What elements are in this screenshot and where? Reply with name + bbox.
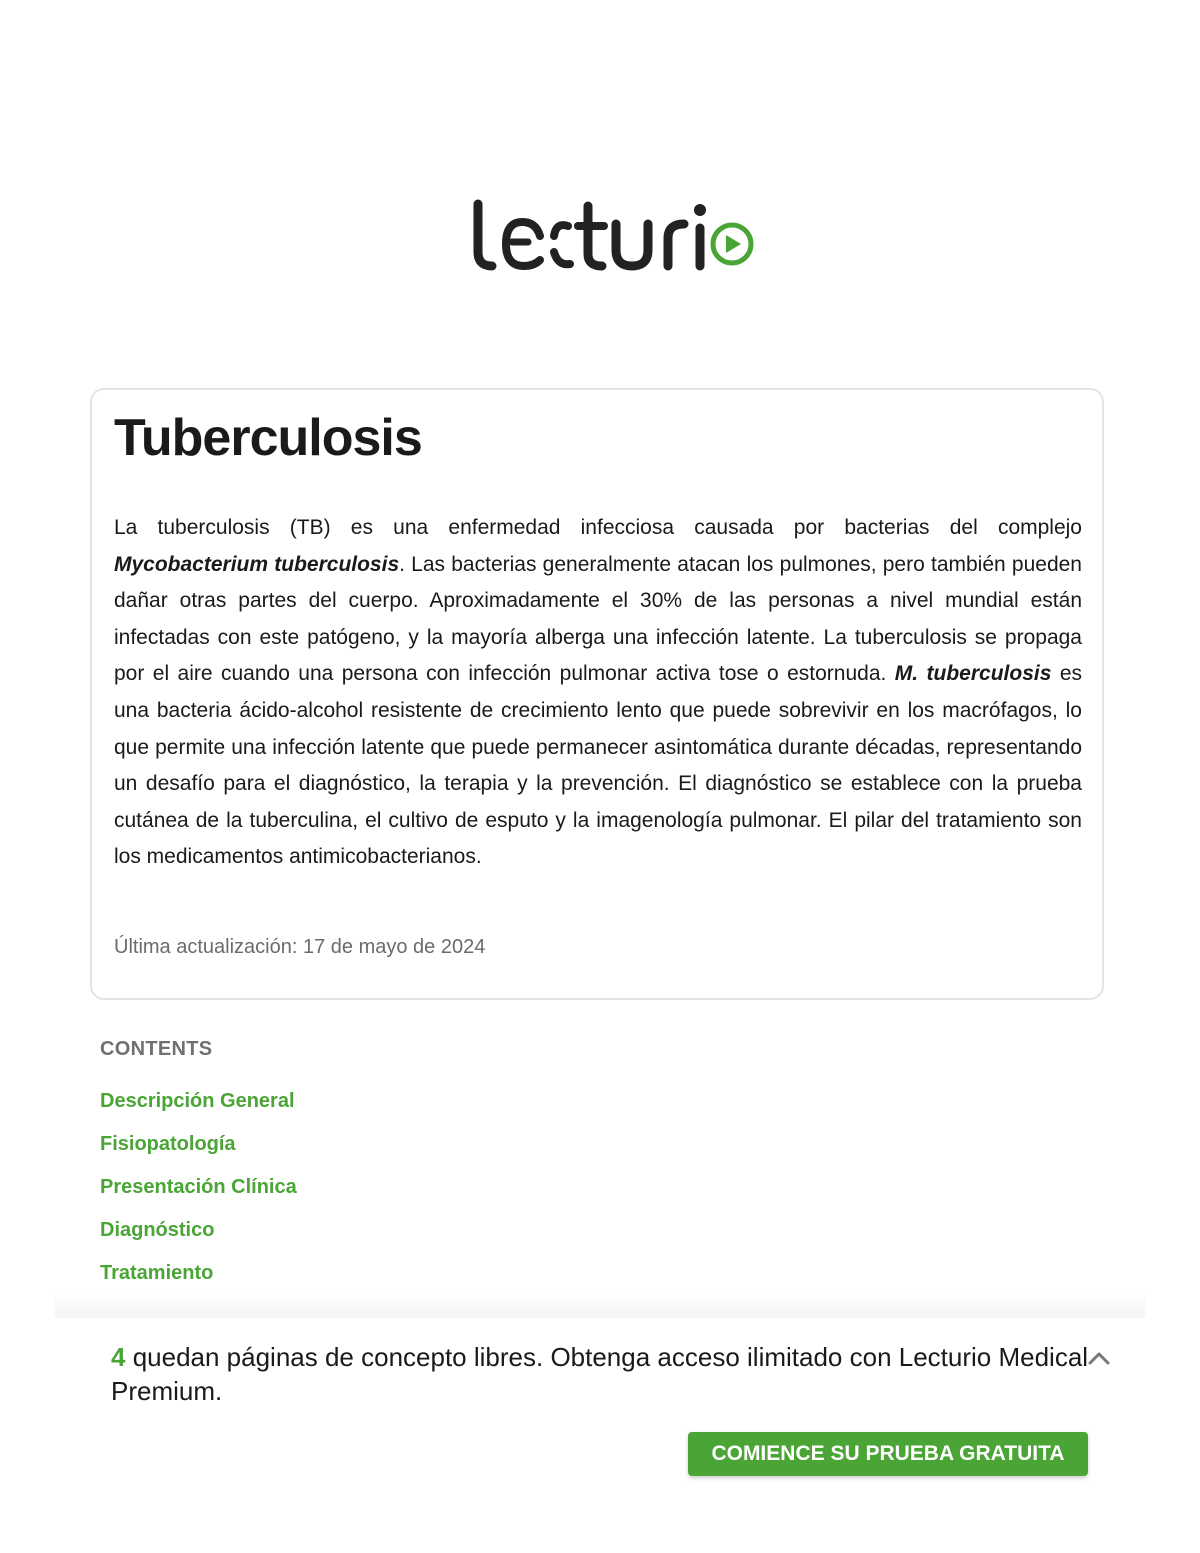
contents-heading: CONTENTS bbox=[100, 1038, 213, 1060]
article-description bbox=[114, 510, 1082, 876]
banner-message-text: quedan páginas de concepto libres. Obtenga acceso ilimitado con Lecturio Medical Premium. bbox=[111, 1342, 1089, 1406]
toc-item bbox=[100, 1133, 297, 1176]
organism-name: Mycobacterium tuberculosis bbox=[114, 552, 400, 576]
article-card bbox=[90, 388, 1104, 1000]
toc-link-fisiopatologia[interactable]: Fisiopatología bbox=[100, 1133, 236, 1155]
content-fade-overlay bbox=[54, 1290, 1146, 1320]
description-text: es una bacteria ácido-alcohol resistente de crecimiento lento que puede sobrevivir en los macrófagos, lo que permite una infección latente que puede permanecer asintomática durante décadas, representando un desafío para el diagnóstico, la terapia y la prevención. El diagnóstico se establece con la prueba cutánea de la tuberculina, el cultivo de esputo y la imagenología pulmonar. El pilar del tratamiento son los medicamentos antimicobacterianos. bbox=[114, 662, 1083, 869]
table-of-contents bbox=[100, 1090, 297, 1305]
toc-link-presentacion-clinica[interactable]: Presentación Clínica bbox=[100, 1176, 297, 1198]
toc-link-diagnostico[interactable]: Diagnóstico bbox=[100, 1219, 215, 1241]
toc-item bbox=[100, 1219, 297, 1262]
toc-link-tratamiento[interactable]: Tratamiento bbox=[100, 1262, 214, 1284]
description-text: La tuberculosis (TB) es una enfermedad infecciosa causada por bacterias del complejo bbox=[114, 516, 1082, 539]
premium-banner bbox=[54, 1318, 1146, 1553]
lecturio-logo bbox=[470, 196, 760, 276]
last-updated: Última actualización: 17 de mayo de 2024 bbox=[114, 936, 486, 958]
banner-message bbox=[111, 1340, 1091, 1408]
toc-item bbox=[100, 1176, 297, 1219]
free-pages-count: 4 bbox=[111, 1342, 126, 1372]
chevron-up-icon[interactable] bbox=[1086, 1348, 1112, 1368]
toc-link-descripcion-general[interactable]: Descripción General bbox=[100, 1090, 295, 1112]
description-text: . Las bacterias generalmente atacan los pulmones, pero también pueden dañar otras partes del cuerpo. Aproximadamente el 30% de las personas a nivel mundial están infectadas con este patógeno, y la mayoría alberga una infección latente. La tuberculosis se propaga por el aire cuando una persona con infección pulmonar activa tose o estornuda. bbox=[114, 552, 1082, 686]
start-free-trial-button[interactable]: COMIENCE SU PRUEBA GRATUITA bbox=[688, 1432, 1088, 1476]
toc-item bbox=[100, 1090, 297, 1133]
organism-abbrev: M. tuberculosis bbox=[894, 662, 1052, 686]
page-title: Tuberculosis bbox=[114, 409, 422, 467]
